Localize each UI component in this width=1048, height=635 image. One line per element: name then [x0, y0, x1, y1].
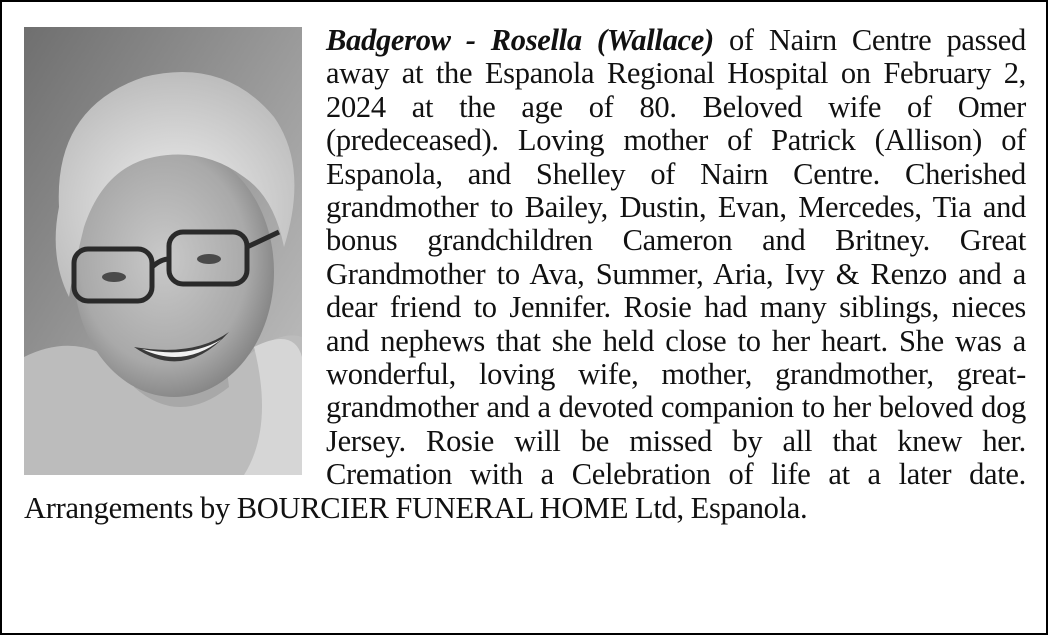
obituary-body: of Nairn Centre passed away at the Espanola Regional Hospital on February 2, 2024 at the age of 80. Beloved wife of Omer (predeceased). Loving mother of Patrick (Allison) of Espanola, and Shelley of Nairn Centre. Cherished grandmother to Bailey, Dustin, Evan, Mercedes, Tia and bonus grandchildren Cameron and Britney. Great Grandmother to Ava, Summer, Aria, Ivy & Renzo and a dear friend to Jennifer. Rosie had many siblings, nieces and nephews that she held close to her heart. She was a wonderful, loving wife, mother, grandmother, great-grandmother and a devoted companion to her beloved dog Jersey. Rosie will be missed by all that knew her. Cremation with a Celebration of life at a later date. Arrangements by BOURCIER FUNERAL HOME Ltd, Espanola.: [24, 23, 1026, 525]
portrait-image: [24, 27, 302, 475]
portrait-photo: [24, 27, 302, 475]
deceased-name: Badgerow - Rosella (Wallace): [326, 23, 714, 57]
